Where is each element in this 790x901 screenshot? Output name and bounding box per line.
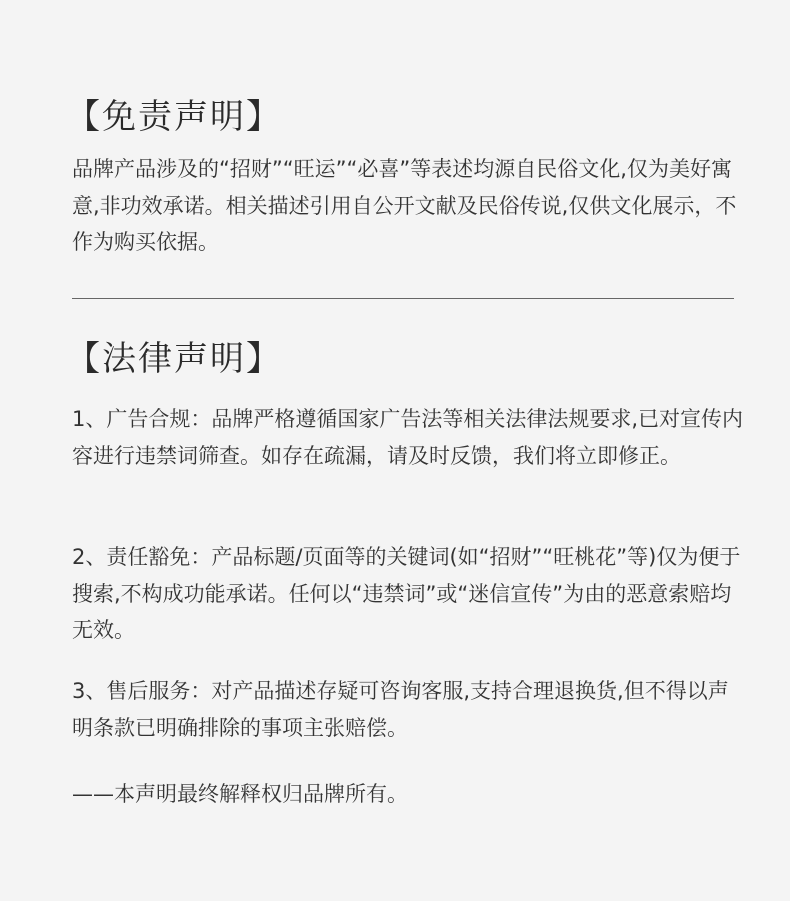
section-divider bbox=[72, 298, 734, 299]
closing-statement: ——本声明最终解释权归品牌所有。 bbox=[72, 782, 408, 806]
legal-item-label: 3、售后服务： bbox=[72, 679, 212, 703]
legal-item-label: 2、责任豁免： bbox=[72, 545, 212, 569]
disclaimer-body: 品牌产品涉及的“招财”“旺运”“必喜”等表述均源自民俗文化,仅为美好寓意,非功效承诺。相关描述引用自公开文献及民俗传说,仅供文化展示，不作为购买依据。 bbox=[72, 157, 737, 254]
disclaimer-title: 【免责声明】 bbox=[66, 97, 282, 137]
legal-item-text: 对产品描述存疑可咨询客服,支持合理退换货,但不得以声明条款已明确排除的事项主张赔偿。 bbox=[72, 679, 729, 740]
legal-title: 【法律声明】 bbox=[66, 339, 282, 379]
legal-item-text: 产品标题/页面等的关键词(如“招财”“旺桃花”等)仅为便于搜索,不构成功能承诺。任何以“违禁词”或“迷信宣传”为由的恶意索赔均无效。 bbox=[72, 545, 741, 642]
legal-item-text: 品牌严格遵循国家广告法等相关法律法规要求,已对宣传内容进行违禁词筛查。如存在疏漏，请及时反馈，我们将立即修正。 bbox=[72, 407, 744, 468]
legal-item-ad-compliance bbox=[72, 401, 747, 474]
legal-item-liability-exemption bbox=[72, 539, 747, 649]
legal-item-label: 1、广告合规： bbox=[72, 407, 212, 431]
legal-item-after-sales bbox=[72, 673, 747, 746]
